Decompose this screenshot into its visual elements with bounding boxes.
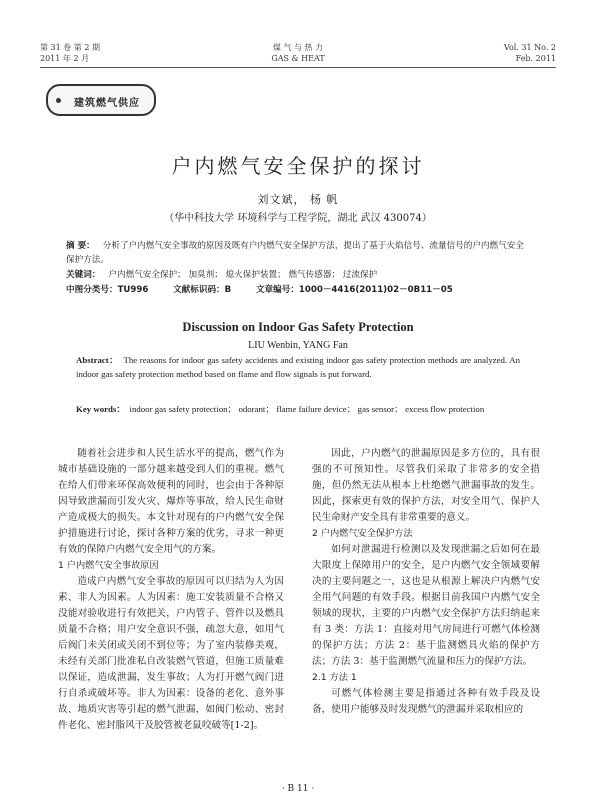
issue-date-en: Feb. 2011 xyxy=(515,54,556,63)
article-title-en: Discussion on Indoor Gas Safety Protection xyxy=(182,320,414,334)
volume-issue: 第 31 卷 第 2 期 xyxy=(40,43,100,52)
keywords-en-label: Key words： xyxy=(76,404,126,414)
body-paragraph: 因此，户内燃气的泄漏原因是多方位的，具有很强的不可预知性。尽管我们采取了非常多的安全措施，但仍然无法从根本上杜绝燃气泄漏事故的发生。因此，探索更有效的保护方法，对安全用气、保护人民生命财产安全具有非常重要的意义。 xyxy=(312,448,540,523)
article-number: 文章编号：1000－4416(2011)02－0B11－05 xyxy=(255,285,453,295)
journal-name-cn: 煤 气 与 热 力 xyxy=(272,43,324,52)
keywords-en-text: indoor gas safety protection； odorant； flame failure device； gas sensor； excess flow protection xyxy=(129,404,485,414)
issue-date: 2011 年 2 月 xyxy=(40,54,90,63)
abstract-cn-label: 摘 要： xyxy=(66,241,95,251)
body-paragraph: 造成户内燃气安全事故的原因可以归结为人为因素、非人为因素。人为因素：施工安装质量不合格又没能对验收进行有效把关，户内管子、管件以及燃具质量不合格；用户安全意识不强，疏忽大意，如用气后阀门未关闭或关闭不到位等；为了室内装修美观，未经有关部门批准私自改装燃气管道，但施工质量难以保证，造成泄漏，发生事故；人为打开燃气阀门进行自杀或破坏等。非人为因素：设备的老化、意外事故、地质灾害等引起的燃气泄漏，如阀门松动、密封件老化、密封脂风干及胶管被老鼠咬破等[1-2]。 xyxy=(58,576,284,731)
journal-name-en: GAS & HEAT xyxy=(271,54,325,63)
keywords-en xyxy=(76,403,520,417)
bullet-icon xyxy=(56,98,61,103)
page-number: · B 11 · xyxy=(281,784,315,794)
keywords-cn-text: 户内燃气安全保护； 加臭剂； 熄火保护装置； 燃气传感器； 过流保护 xyxy=(108,270,378,280)
document-code: 文献标识码：B xyxy=(173,285,232,295)
abstract-cn xyxy=(66,239,530,267)
abstract-en-text: The reasons for indoor gas safety accidents and existing indoor gas safety protection methods are analyzed. An indoor gas safety protection method based on flame and flow signals is put forward. xyxy=(76,355,520,379)
classification-line xyxy=(66,283,530,297)
abstract-cn-text: 分析了户内燃气安全事故的原因及既有户内燃气安全保护方法，提出了基于火焰信号、流量信号的户内燃气安全保护方法。 xyxy=(66,241,524,265)
journal-volume-info-en xyxy=(504,42,556,64)
body-column-left xyxy=(58,446,284,734)
keywords-cn-label: 关键词： xyxy=(66,270,101,280)
clc-number: 中图分类号：TU996 xyxy=(66,285,149,295)
affiliation-cn: （华中科技大学 环境科学与工程学院，湖北 武汉 430074） xyxy=(164,213,432,224)
header-rule xyxy=(40,67,556,68)
section-tag xyxy=(46,84,156,116)
keywords-cn xyxy=(66,268,530,282)
abstract-en-label: Abstract： xyxy=(76,355,119,365)
abstract-en xyxy=(76,354,520,381)
authors-cn: 刘文斌， 杨 帆 xyxy=(257,193,339,206)
article-title-cn: 户内燃气安全保护的探讨 xyxy=(171,154,425,178)
body-paragraph: 如何对泄漏进行检测以及发现泄漏之后如何在最大限度上保障用户的安全，是户内燃气安全领域要解决的主要问题之一，这也是从根源上解决户内燃气安全用气问题的有效手段。根据目前我国户内燃气安全领域的现状，主要的户内燃气安全保护方法归纳起来有 3 类：方法 1：直接对用气房间进行可燃气体检测的保护方法；方法 2：基于监测燃具火焰的保护方法；方法 3：基于监测燃气流量和压力的保护方法。 xyxy=(312,544,540,667)
body-paragraph: 随着社会进步和人民生活水平的提高，燃气作为城市基础设施的一部分越来越受到人们的重视。燃气在给人们带来环保高效便利的同时，也会由于各种原因导致泄漏而引发火灾、爆炸等事故，给人民生命财产造成极大的损失。本文针对现有的户内燃气安全保护措施进行讨论，探讨各种方案的优劣，寻求一种更有效的保障户内燃气安全用气的方案。 xyxy=(58,448,284,555)
body-paragraph: 可燃气体检测主要是指通过各种有效手段及设备，使用户能够及时发现燃气的泄漏并采取相应的 xyxy=(312,688,540,715)
authors-en: LIU Wenbin, YANG Fan xyxy=(248,340,348,351)
section-heading: 2 户内燃气安全保护方法 xyxy=(312,528,413,539)
body-column-right xyxy=(312,446,540,718)
section-heading: 1 户内燃气安全事故原因 xyxy=(58,560,159,571)
section-tag-label: 建筑燃气供应 xyxy=(74,98,140,109)
volume-issue-en: Vol. 31 No. 2 xyxy=(503,43,556,52)
subsection-heading: 2.1 方法 1 xyxy=(312,672,357,683)
